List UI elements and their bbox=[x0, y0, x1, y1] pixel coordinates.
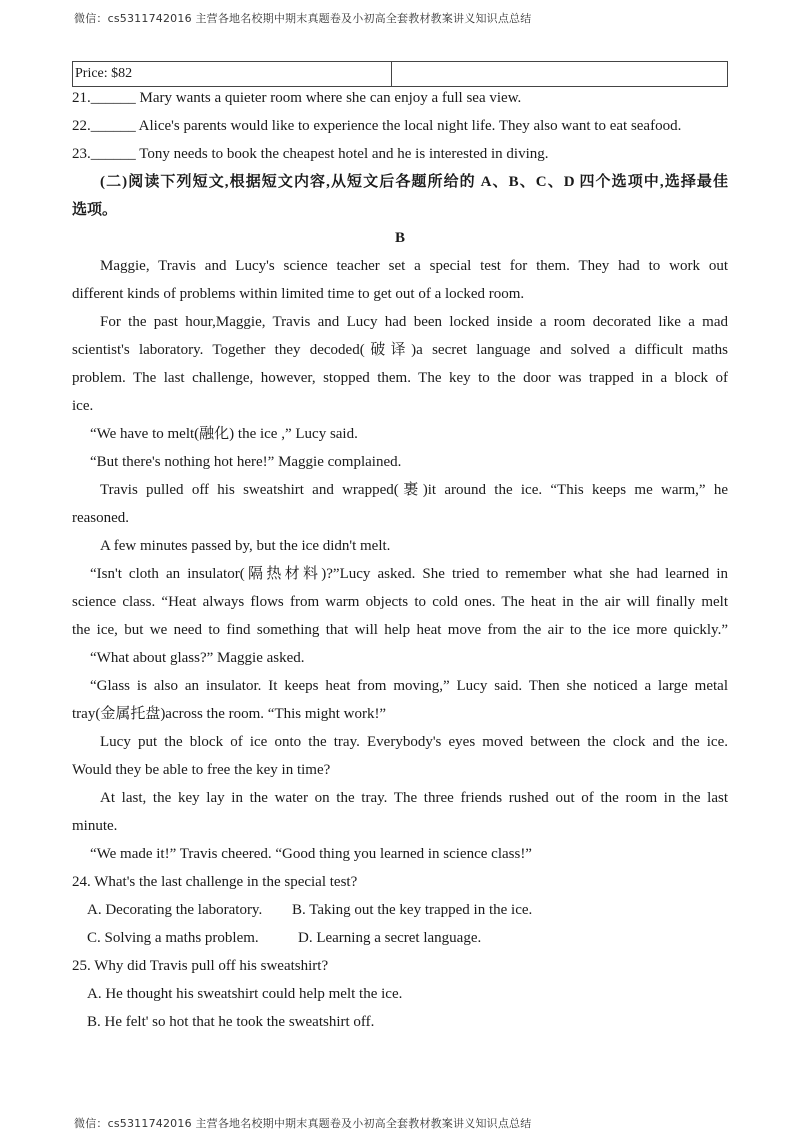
passage-line: Maggie, Travis and Lucy's science teacher set a special test for them. They had to work out bbox=[100, 258, 728, 274]
passage-line: different kinds of problems within limited time to get out of a locked room. bbox=[72, 286, 525, 302]
price-cell: Price: $82 bbox=[73, 62, 392, 86]
option-d: D. Learning a secret language. bbox=[298, 930, 482, 946]
passage-line: reasoned. bbox=[72, 510, 130, 526]
passage-line: ice. bbox=[72, 398, 94, 414]
passage-line: “We made it!” Travis cheered. “Good thing you learned in science class!” bbox=[90, 846, 532, 862]
passage-line: “We have to melt(融化) the ice ,” Lucy said. bbox=[90, 426, 358, 442]
option-a: A. Decorating the laboratory. bbox=[87, 902, 263, 918]
document-body bbox=[72, 84, 728, 1036]
option-b: B. He felt' so hot that he took the sweatshirt off. bbox=[87, 1014, 375, 1030]
passage-line: problem. The last challenge, however, stopped them. The key to the door was trapped in a block of bbox=[72, 370, 728, 386]
question-24-stem: 24. What's the last challenge in the special test? bbox=[72, 874, 358, 890]
passage-line: science class. “Heat always flows from warm objects to cold ones. The heat in the air will finally melt bbox=[72, 594, 728, 610]
passage-line: tray(金属托盘)across the room. “This might work!” bbox=[72, 706, 387, 722]
passage-line: scientist's laboratory. Together they decoded(破译)a secret language and solved a difficult maths bbox=[72, 342, 728, 358]
section-instruction: (二)阅读下列短文,根据短文内容,从短文后各题所给的 A、B、C、D 四个选项中,选择最佳 bbox=[100, 174, 728, 190]
passage-label: B bbox=[394, 230, 405, 246]
passage-line: “What about glass?” Maggie asked. bbox=[90, 650, 305, 666]
passage-line: minute. bbox=[72, 818, 118, 834]
passage-line: “But there's nothing hot here!” Maggie complained. bbox=[90, 454, 402, 470]
question-24-options-row-1 bbox=[72, 896, 728, 924]
page-header-watermark: 微信：cs5311742016 主营各地名校期中期末真题卷及小初高全套教材教案讲义知识点总结 bbox=[74, 12, 532, 25]
passage-line: At last, the key lay in the water on the tray. The three friends rushed out of the room in the last bbox=[100, 790, 728, 806]
passage-line: For the past hour,Maggie, Travis and Lucy had been locked inside a room decorated like a mad bbox=[100, 314, 728, 330]
page-footer-watermark: 微信：cs5311742016 主营各地名校期中期末真题卷及小初高全套教材教案讲义知识点总结 bbox=[74, 1117, 532, 1130]
question-22: 22.______ Alice's parents would like to experience the local night life. They also want to eat seafood. bbox=[72, 118, 682, 134]
passage-line: “Isn't cloth an insulator(隔热材料)?”Lucy asked. She tried to remember what she had learned in bbox=[90, 566, 728, 582]
passage-line: “Glass is also an insulator. It keeps heat from moving,” Lucy said. Then she noticed a large metal bbox=[90, 678, 728, 694]
question-21: 21.______ Mary wants a quieter room where she can enjoy a full sea view. bbox=[72, 90, 522, 106]
question-25-stem: 25. Why did Travis pull off his sweatshirt? bbox=[72, 958, 329, 974]
empty-cell bbox=[392, 62, 727, 86]
question-24-options-row-2 bbox=[72, 924, 728, 952]
passage-line: Lucy put the block of ice onto the tray. Everybody's eyes moved between the clock and the ice. bbox=[100, 734, 728, 750]
option-a: A. He thought his sweatshirt could help melt the ice. bbox=[87, 986, 403, 1002]
passage-line: Would they be able to free the key in time? bbox=[72, 762, 331, 778]
passage-line: A few minutes passed by, but the ice didn't melt. bbox=[100, 538, 391, 554]
option-c: C. Solving a maths problem. bbox=[87, 930, 259, 946]
question-23: 23.______ Tony needs to book the cheapest hotel and he is interested in diving. bbox=[72, 146, 549, 162]
option-b: B. Taking out the key trapped in the ice. bbox=[292, 902, 533, 918]
passage-line: Travis pulled off his sweatshirt and wrapped(裹)it around the ice. “This keeps me warm,” he bbox=[100, 482, 728, 498]
passage-line: the ice, but we need to find something that will help heat move from the air to the ice more quickly.” bbox=[72, 622, 728, 638]
section-instruction-cont: 选项。 bbox=[72, 202, 118, 218]
